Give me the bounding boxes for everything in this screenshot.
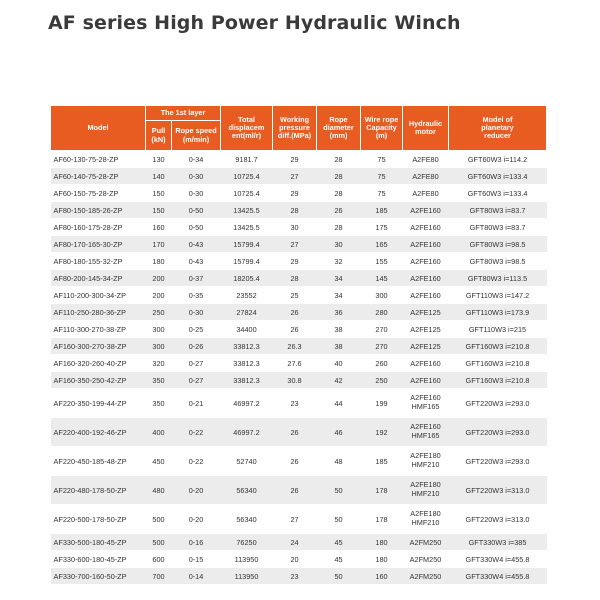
cell-hydraulic-motor: A2FE180 HMF210: [403, 476, 449, 505]
cell-planetary-reducer: GFT110W3 i=215: [449, 321, 547, 338]
cell-working-pressure: 29: [273, 151, 317, 168]
cell-planetary-reducer: GFT80W3 i=83.7: [449, 202, 547, 219]
cell-planetary-reducer: GFT220W3 i=293.0: [449, 418, 547, 447]
cell-working-pressure: 26: [273, 476, 317, 505]
cell-model: AF160-350-250-42-ZP: [51, 372, 146, 389]
cell-rope-diameter: 34: [317, 287, 361, 304]
cell-model: AF220-350-199-44-ZP: [51, 389, 146, 418]
cell-total-displacement: 33812.3: [221, 338, 273, 355]
cell-hydraulic-motor: A2FE160 HMF165: [403, 389, 449, 418]
cell-wire-rope-capacity: 175: [361, 219, 403, 236]
cell-total-displacement: 15799.4: [221, 236, 273, 253]
cell-planetary-reducer: GFT220W3 i=293.0: [449, 447, 547, 476]
cell-hydraulic-motor: A2FM250: [403, 568, 449, 585]
cell-pull: 700: [146, 568, 172, 585]
cell-working-pressure: 30.8: [273, 372, 317, 389]
cell-pull: 300: [146, 338, 172, 355]
cell-planetary-reducer: GFT80W3 i=98.5: [449, 236, 547, 253]
cell-rope-diameter: 50: [317, 568, 361, 585]
cell-planetary-reducer: GFT160W3 i=210.8: [449, 372, 547, 389]
cell-rope-speed: 0-26: [172, 338, 221, 355]
cell-rope-speed: 0-22: [172, 447, 221, 476]
cell-pull: 350: [146, 372, 172, 389]
cell-pull: 500: [146, 534, 172, 551]
cell-model: AF330-700-160-50-ZP: [51, 568, 146, 585]
cell-rope-speed: 0-50: [172, 219, 221, 236]
table-row: [51, 476, 547, 505]
table-row: [51, 338, 547, 355]
cell-planetary-reducer: GFT60W3 i=133.4: [449, 168, 547, 185]
cell-pull: 140: [146, 168, 172, 185]
cell-rope-speed: 0-20: [172, 476, 221, 505]
cell-total-displacement: 15799.4: [221, 253, 273, 270]
col-group-1st-layer: The 1st layer: [146, 106, 221, 121]
cell-pull: 180: [146, 253, 172, 270]
cell-rope-diameter: 45: [317, 551, 361, 568]
col-header-model: Model: [51, 106, 146, 151]
winch-spec-table: [50, 105, 547, 585]
cell-hydraulic-motor: A2FE160: [403, 219, 449, 236]
cell-model: AF80-150-185-26-ZP: [51, 202, 146, 219]
cell-model: AF110-300-270-38-ZP: [51, 321, 146, 338]
cell-total-displacement: 10725.4: [221, 185, 273, 202]
cell-hydraulic-motor: A2FE160: [403, 355, 449, 372]
cell-total-displacement: 27824: [221, 304, 273, 321]
cell-rope-speed: 0-16: [172, 534, 221, 551]
cell-total-displacement: 56340: [221, 505, 273, 534]
cell-wire-rope-capacity: 75: [361, 168, 403, 185]
cell-hydraulic-motor: A2FE160: [403, 202, 449, 219]
cell-rope-speed: 0-35: [172, 287, 221, 304]
cell-rope-diameter: 40: [317, 355, 361, 372]
cell-rope-diameter: 45: [317, 534, 361, 551]
table-row: [51, 151, 547, 168]
cell-rope-diameter: 42: [317, 372, 361, 389]
cell-rope-diameter: 26: [317, 202, 361, 219]
cell-total-displacement: 56340: [221, 476, 273, 505]
col-header-rope-speed: Rope speed (m/min): [172, 121, 221, 151]
cell-working-pressure: 27: [273, 168, 317, 185]
cell-working-pressure: 26: [273, 304, 317, 321]
table-row: [51, 355, 547, 372]
cell-hydraulic-motor: A2FE80: [403, 168, 449, 185]
cell-planetary-reducer: GFT80W3 i=113.5: [449, 270, 547, 287]
cell-model: AF160-320-260-40-ZP: [51, 355, 146, 372]
col-header-wire-rope-capacity: Wire rope Capacity (m): [361, 106, 403, 151]
cell-wire-rope-capacity: 185: [361, 202, 403, 219]
cell-model: AF80-180-155-32-ZP: [51, 253, 146, 270]
table-row: [51, 534, 547, 551]
cell-pull: 200: [146, 287, 172, 304]
cell-model: AF80-170-165-30-ZP: [51, 236, 146, 253]
cell-hydraulic-motor: A2FM250: [403, 551, 449, 568]
cell-working-pressure: 30: [273, 219, 317, 236]
cell-rope-speed: 0-30: [172, 168, 221, 185]
cell-model: AF60-140-75-28-ZP: [51, 168, 146, 185]
cell-working-pressure: 28: [273, 202, 317, 219]
cell-working-pressure: 29: [273, 185, 317, 202]
cell-rope-speed: 0-27: [172, 355, 221, 372]
page-title: AF series High Power Hydraulic Winch: [48, 12, 461, 34]
cell-total-displacement: 10725.4: [221, 168, 273, 185]
cell-rope-diameter: 28: [317, 151, 361, 168]
cell-rope-speed: 0-20: [172, 505, 221, 534]
cell-rope-speed: 0-14: [172, 568, 221, 585]
cell-planetary-reducer: GFT80W3 i=83.7: [449, 219, 547, 236]
cell-rope-speed: 0-43: [172, 236, 221, 253]
cell-hydraulic-motor: A2FE125: [403, 321, 449, 338]
cell-wire-rope-capacity: 250: [361, 372, 403, 389]
cell-rope-diameter: 50: [317, 505, 361, 534]
cell-wire-rope-capacity: 270: [361, 338, 403, 355]
cell-rope-speed: 0-22: [172, 418, 221, 447]
cell-model: AF110-200-300-34-ZP: [51, 287, 146, 304]
cell-planetary-reducer: GFT60W3 i=133.4: [449, 185, 547, 202]
cell-model: AF220-450-185-48-ZP: [51, 447, 146, 476]
table-row: [51, 219, 547, 236]
cell-working-pressure: 26.3: [273, 338, 317, 355]
cell-pull: 130: [146, 151, 172, 168]
cell-rope-diameter: 50: [317, 476, 361, 505]
cell-model: AF110-250-280-36-ZP: [51, 304, 146, 321]
table-row: [51, 418, 547, 447]
cell-planetary-reducer: GFT330W3 i=385: [449, 534, 547, 551]
cell-planetary-reducer: GFT330W4 i=455.8: [449, 551, 547, 568]
cell-pull: 200: [146, 270, 172, 287]
cell-planetary-reducer: GFT220W3 i=313.0: [449, 505, 547, 534]
cell-hydraulic-motor: A2FE160: [403, 270, 449, 287]
cell-wire-rope-capacity: 185: [361, 447, 403, 476]
cell-working-pressure: 24: [273, 534, 317, 551]
cell-pull: 480: [146, 476, 172, 505]
cell-total-displacement: 34400: [221, 321, 273, 338]
cell-hydraulic-motor: A2FE80: [403, 151, 449, 168]
cell-total-displacement: 9181.7: [221, 151, 273, 168]
table-row: [51, 372, 547, 389]
cell-total-displacement: 46997.2: [221, 418, 273, 447]
cell-pull: 170: [146, 236, 172, 253]
cell-model: AF330-500-180-45-ZP: [51, 534, 146, 551]
cell-pull: 400: [146, 418, 172, 447]
cell-total-displacement: 33812.3: [221, 355, 273, 372]
cell-pull: 300: [146, 321, 172, 338]
cell-total-displacement: 23552: [221, 287, 273, 304]
cell-planetary-reducer: GFT220W3 i=313.0: [449, 476, 547, 505]
cell-rope-speed: 0-50: [172, 202, 221, 219]
cell-total-displacement: 13425.5: [221, 202, 273, 219]
cell-hydraulic-motor: A2FE125: [403, 338, 449, 355]
cell-wire-rope-capacity: 145: [361, 270, 403, 287]
cell-wire-rope-capacity: 260: [361, 355, 403, 372]
cell-model: AF80-160-175-28-ZP: [51, 219, 146, 236]
cell-rope-diameter: 46: [317, 418, 361, 447]
cell-wire-rope-capacity: 180: [361, 534, 403, 551]
table-row: [51, 253, 547, 270]
cell-rope-speed: 0-21: [172, 389, 221, 418]
cell-hydraulic-motor: A2FE125: [403, 304, 449, 321]
table-row: [51, 202, 547, 219]
table-body: [51, 151, 547, 585]
cell-hydraulic-motor: A2FM250: [403, 534, 449, 551]
cell-total-displacement: 76250: [221, 534, 273, 551]
cell-rope-diameter: 28: [317, 185, 361, 202]
col-header-rope-diameter: Rope diameter (mm): [317, 106, 361, 151]
cell-wire-rope-capacity: 75: [361, 151, 403, 168]
table-row: [51, 321, 547, 338]
cell-working-pressure: 23: [273, 568, 317, 585]
cell-planetary-reducer: GFT110W3 i=147.2: [449, 287, 547, 304]
cell-rope-diameter: 28: [317, 219, 361, 236]
cell-total-displacement: 33812.3: [221, 372, 273, 389]
cell-wire-rope-capacity: 199: [361, 389, 403, 418]
cell-pull: 500: [146, 505, 172, 534]
cell-planetary-reducer: GFT160W3 i=210.8: [449, 338, 547, 355]
cell-rope-diameter: 38: [317, 338, 361, 355]
cell-working-pressure: 26: [273, 447, 317, 476]
cell-working-pressure: 23: [273, 389, 317, 418]
col-header-total-displacement: Total displacem ent(ml/r): [221, 106, 273, 151]
cell-pull: 250: [146, 304, 172, 321]
cell-pull: 320: [146, 355, 172, 372]
cell-model: AF160-300-270-38-ZP: [51, 338, 146, 355]
cell-rope-speed: 0-30: [172, 185, 221, 202]
table-row: [51, 505, 547, 534]
cell-rope-diameter: 38: [317, 321, 361, 338]
table-row: [51, 185, 547, 202]
table-row: [51, 236, 547, 253]
table-row: [51, 304, 547, 321]
cell-pull: 350: [146, 389, 172, 418]
cell-planetary-reducer: GFT220W3 i=293.0: [449, 389, 547, 418]
cell-working-pressure: 26: [273, 418, 317, 447]
cell-rope-speed: 0-25: [172, 321, 221, 338]
cell-pull: 150: [146, 202, 172, 219]
cell-rope-diameter: 44: [317, 389, 361, 418]
cell-rope-diameter: 34: [317, 270, 361, 287]
cell-rope-diameter: 30: [317, 236, 361, 253]
cell-total-displacement: 46997.2: [221, 389, 273, 418]
cell-hydraulic-motor: A2FE160 HMF165: [403, 418, 449, 447]
col-header-hydraulic-motor: Hydraulic motor: [403, 106, 449, 151]
cell-model: AF60-130-75-28-ZP: [51, 151, 146, 168]
cell-total-displacement: 18205.4: [221, 270, 273, 287]
table-row: [51, 551, 547, 568]
cell-hydraulic-motor: A2FE160: [403, 253, 449, 270]
cell-hydraulic-motor: A2FE160: [403, 372, 449, 389]
cell-wire-rope-capacity: 178: [361, 476, 403, 505]
cell-wire-rope-capacity: 300: [361, 287, 403, 304]
cell-wire-rope-capacity: 75: [361, 185, 403, 202]
cell-rope-diameter: 32: [317, 253, 361, 270]
table-row: [51, 568, 547, 585]
cell-wire-rope-capacity: 280: [361, 304, 403, 321]
cell-planetary-reducer: GFT110W3 i=173.9: [449, 304, 547, 321]
table-row: [51, 287, 547, 304]
table-row: [51, 270, 547, 287]
cell-rope-speed: 0-34: [172, 151, 221, 168]
cell-rope-diameter: 48: [317, 447, 361, 476]
header-row: [51, 106, 547, 121]
cell-planetary-reducer: GFT80W3 i=98.5: [449, 253, 547, 270]
cell-model: AF80-200-145-34-ZP: [51, 270, 146, 287]
cell-planetary-reducer: GFT330W4 i=455.8: [449, 568, 547, 585]
cell-working-pressure: 27: [273, 505, 317, 534]
col-header-working-pressure: Working pressure diff.(MPa): [273, 106, 317, 151]
cell-wire-rope-capacity: 192: [361, 418, 403, 447]
cell-working-pressure: 29: [273, 253, 317, 270]
cell-wire-rope-capacity: 165: [361, 236, 403, 253]
cell-rope-speed: 0-37: [172, 270, 221, 287]
cell-hydraulic-motor: A2FE80: [403, 185, 449, 202]
cell-hydraulic-motor: A2FE180 HMF210: [403, 447, 449, 476]
table-row: [51, 447, 547, 476]
cell-pull: 450: [146, 447, 172, 476]
cell-rope-speed: 0-30: [172, 304, 221, 321]
cell-wire-rope-capacity: 178: [361, 505, 403, 534]
cell-model: AF220-480-178-50-ZP: [51, 476, 146, 505]
cell-rope-diameter: 36: [317, 304, 361, 321]
cell-rope-speed: 0-15: [172, 551, 221, 568]
cell-pull: 150: [146, 185, 172, 202]
cell-pull: 160: [146, 219, 172, 236]
cell-total-displacement: 13425.5: [221, 219, 273, 236]
cell-model: AF220-500-178-50-ZP: [51, 505, 146, 534]
col-header-planetary-reducer: Model of planetary reducer: [449, 106, 547, 151]
cell-wire-rope-capacity: 270: [361, 321, 403, 338]
cell-working-pressure: 28: [273, 270, 317, 287]
cell-total-displacement: 113950: [221, 551, 273, 568]
cell-working-pressure: 25: [273, 287, 317, 304]
cell-pull: 600: [146, 551, 172, 568]
table-row: [51, 168, 547, 185]
cell-rope-diameter: 28: [317, 168, 361, 185]
col-header-pull: Pull (kN): [146, 121, 172, 151]
cell-rope-speed: 0-27: [172, 372, 221, 389]
cell-wire-rope-capacity: 180: [361, 551, 403, 568]
cell-wire-rope-capacity: 160: [361, 568, 403, 585]
cell-total-displacement: 52740: [221, 447, 273, 476]
cell-working-pressure: 26: [273, 321, 317, 338]
cell-planetary-reducer: GFT160W3 i=210.8: [449, 355, 547, 372]
cell-planetary-reducer: GFT60W3 i=114.2: [449, 151, 547, 168]
cell-hydraulic-motor: A2FE180 HMF210: [403, 505, 449, 534]
table-row: [51, 389, 547, 418]
cell-working-pressure: 27: [273, 236, 317, 253]
cell-total-displacement: 113950: [221, 568, 273, 585]
cell-model: AF330-600-180-45-ZP: [51, 551, 146, 568]
cell-working-pressure: 27.6: [273, 355, 317, 372]
cell-working-pressure: 20: [273, 551, 317, 568]
cell-rope-speed: 0-43: [172, 253, 221, 270]
cell-hydraulic-motor: A2FE160: [403, 236, 449, 253]
cell-model: AF220-400-192-46-ZP: [51, 418, 146, 447]
cell-wire-rope-capacity: 155: [361, 253, 403, 270]
cell-model: AF60-150-75-28-ZP: [51, 185, 146, 202]
cell-hydraulic-motor: A2FE160: [403, 287, 449, 304]
